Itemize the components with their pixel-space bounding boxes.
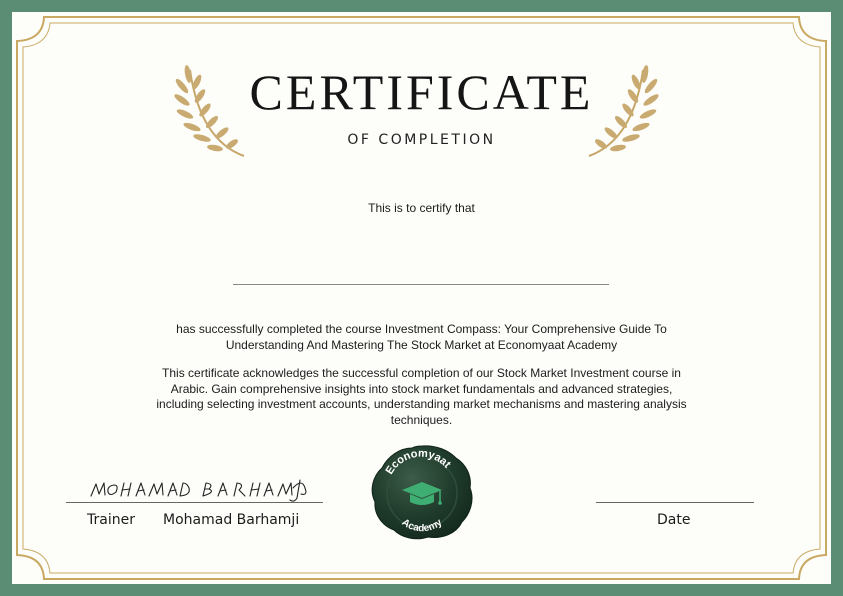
seal-top-text: Economyaat: [383, 447, 453, 477]
completion-paragraph: [0, 322, 843, 353]
completion-line: has successfully completed the course Investment Compass: Your Comprehensive Guide To: [176, 322, 667, 336]
trainer-name: Mohamad Barhamji: [163, 512, 300, 528]
date-line: [596, 502, 754, 503]
certify-line: This is to certify that: [368, 201, 475, 215]
certificate-title: CERTIFICATE: [249, 64, 594, 120]
description-line: including selecting investment accounts, understanding market mechanisms and mastering analysis: [156, 397, 687, 411]
description-line: This certificate acknowledges the successful completion of our Stock Market Investment course in: [162, 366, 681, 380]
seal-bottom-text: Academy: [399, 517, 445, 535]
certificate-subtitle: OF COMPLETION: [347, 132, 496, 148]
trainer-signature: [88, 474, 308, 504]
signature-line: [66, 502, 323, 503]
date-label: Date: [657, 512, 691, 528]
completion-line: Understanding And Mastering The Stock Market at Economyaat Academy: [225, 337, 618, 352]
recipient-name-line: [233, 284, 609, 285]
description-line: Arabic. Gain comprehensive insights into stock market fundamentals and advanced strategies,: [170, 381, 673, 396]
description-line: techniques.: [390, 412, 453, 427]
trainer-label: Trainer: [87, 512, 135, 528]
description-paragraph: [0, 366, 843, 428]
academy-seal: [366, 442, 478, 542]
